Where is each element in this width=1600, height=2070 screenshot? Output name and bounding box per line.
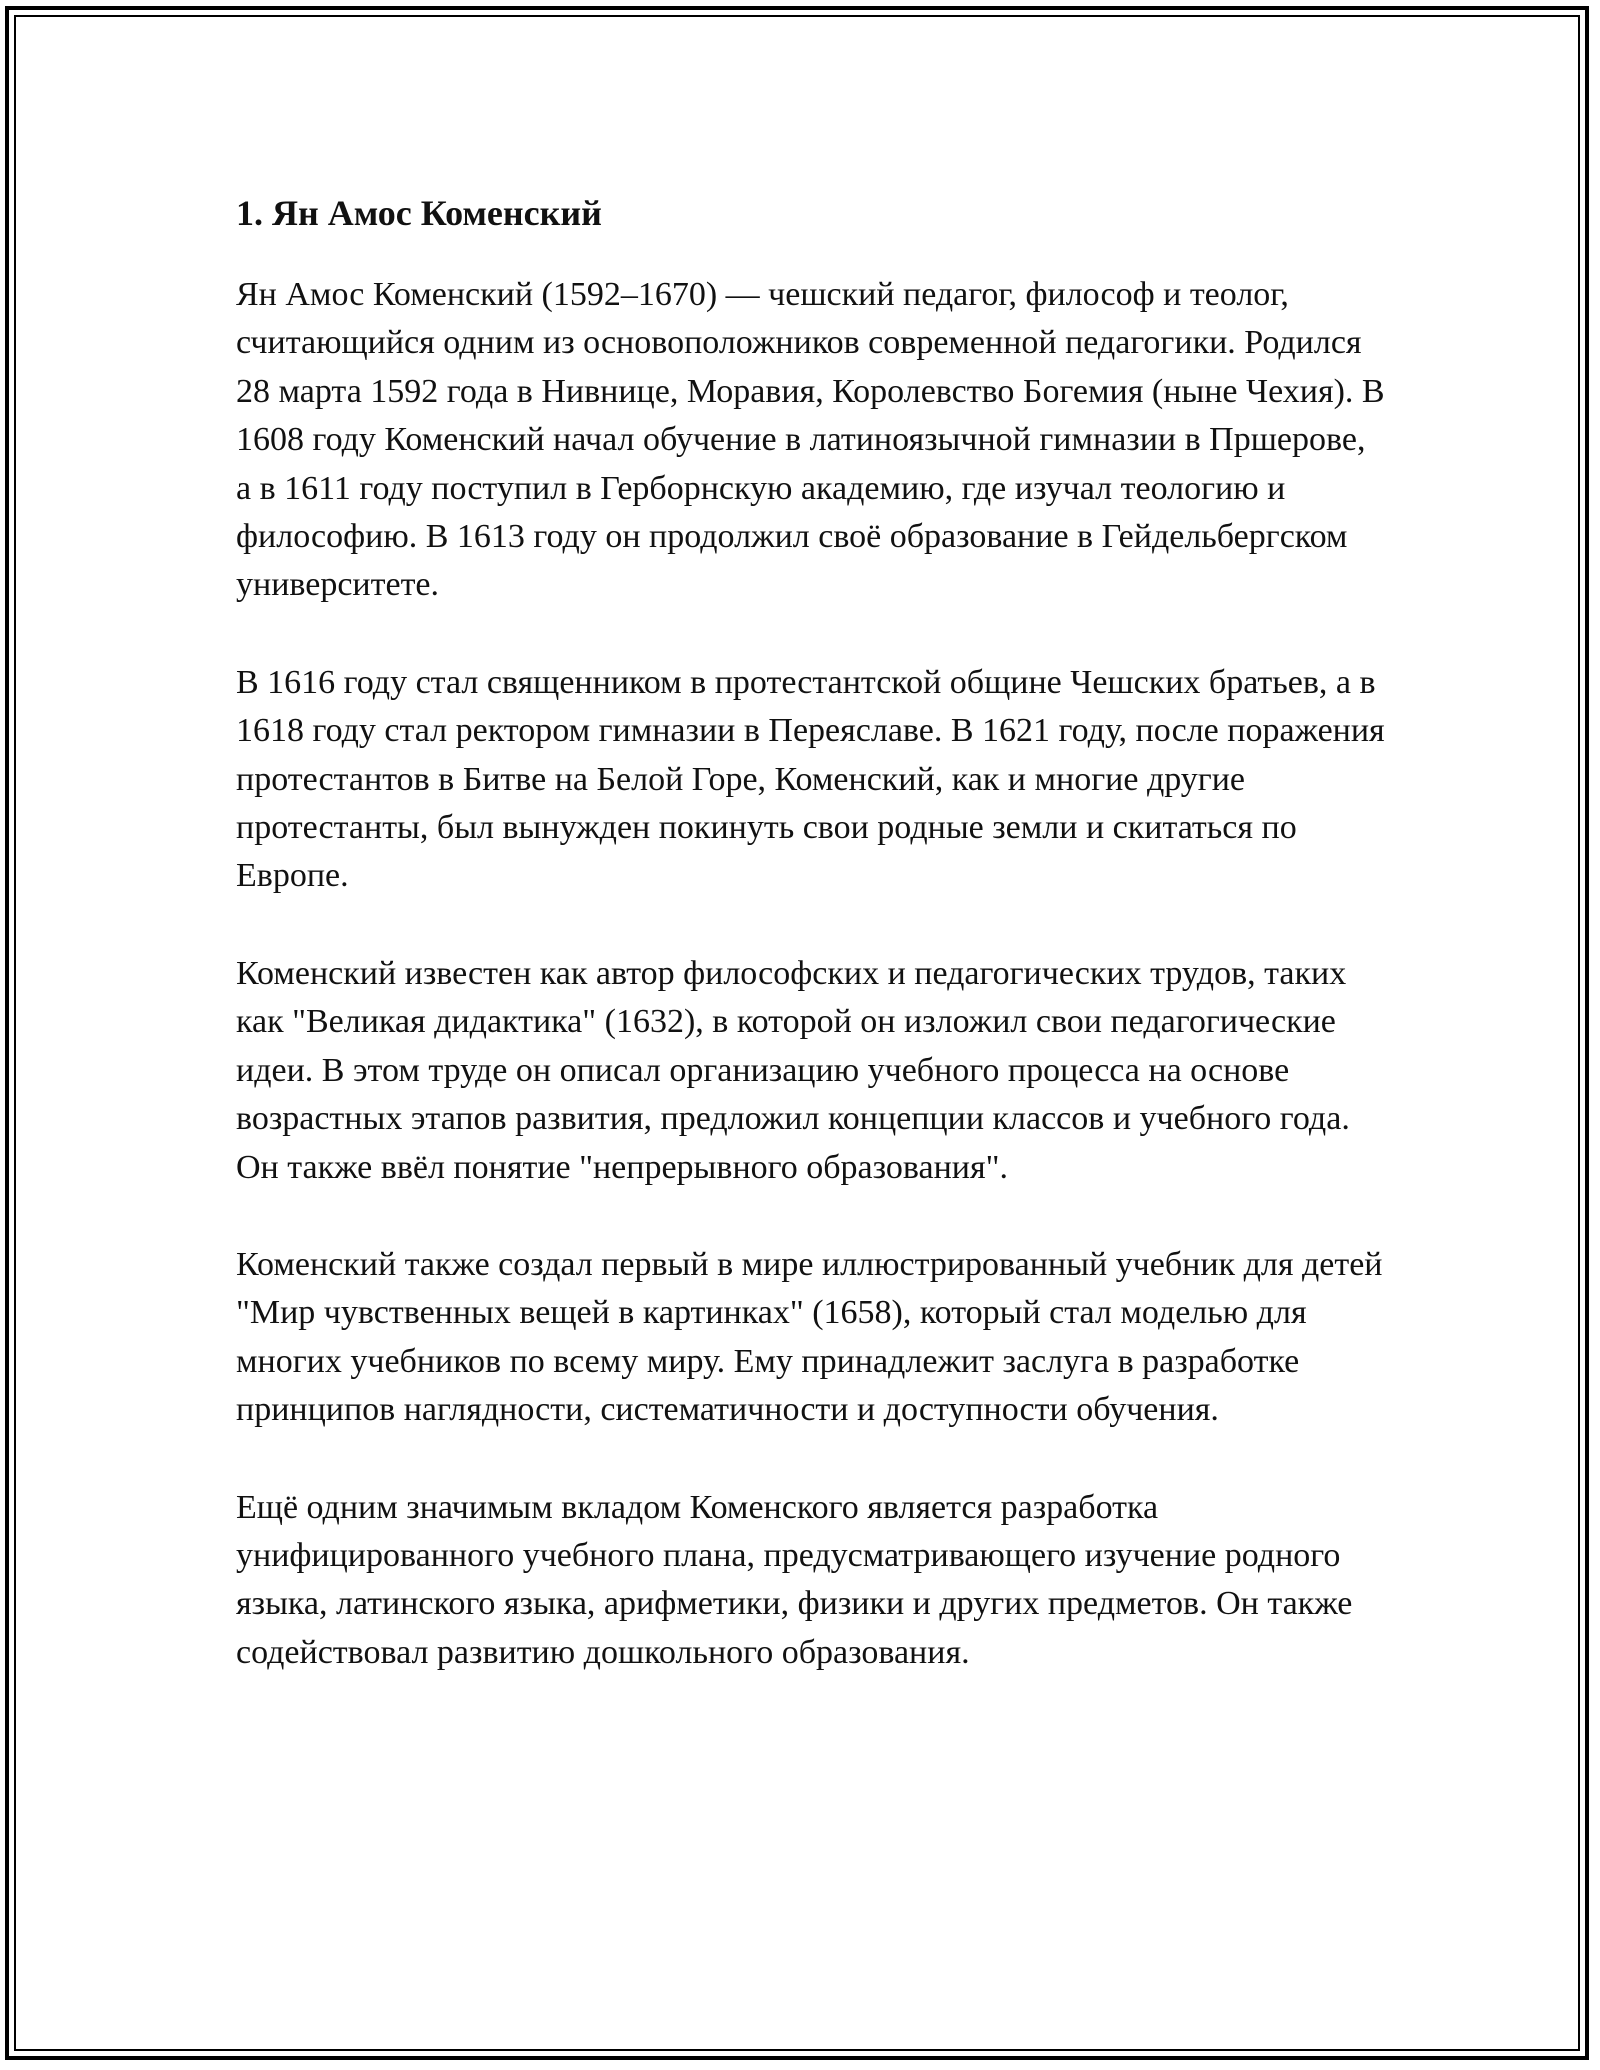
section-heading: 1. Ян Амос Коменский bbox=[236, 193, 602, 233]
paragraph-textbook: Коменский также создал первый в мире иллюстрированный учебник для детей "Мир чувственных вещей в картинках" (1658), который стал моделью для многих учебников по всему миру. Ему принадлежит заслуга в разработке принципов наглядности, систематичности и доступности обучения. bbox=[236, 1245, 1383, 1429]
paragraph-biography: Ян Амос Коменский (1592–1670) — чешский педагог, философ и теолог, считающийся одним из основоположников современной педагогики. Родился 28 марта 1592 года в Нивнице, Моравия, Королевство Богемия (ныне Чехия). В 1608 году Коменский начал обучение в латиноязычной гимназии в Пршерове, а в 1611 году поступил в Герборнскую академию, где изучал теологию и философию. В 1613 году он продолжил своё образование в Гейдельбергском университете. bbox=[236, 276, 1385, 604]
paragraph-exile: В 1616 году стал священником в протестантской общине Чешских братьев, а в 1618 году стал ректором гимназии в Переяславе. В 1621 году, после поражения протестантов в Битве на Белой Горе, Коменский, как и многие другие протестанты, был вынужден покинуть свои родные земли и скитаться по Европе. bbox=[236, 663, 1385, 895]
paragraph-didactics: Коменский известен как автор философских и педагогических трудов, таких как "Великая дидактика" (1632), в которой он изложил свои педагогические идеи. В этом труде он описал организацию учебного процесса на основе возрастных этапов развития, предложил концепции классов и учебного года. Он также ввёл понятие "непрерывного образования". bbox=[236, 954, 1350, 1186]
paragraph-curriculum: Ещё одним значимым вкладом Коменского является разработка унифицированного учебного плана, предусматривающего изучение родного языка, латинского языка, арифметики, физики и других предметов. Он также содействовал развитию дошкольного образования. bbox=[236, 1488, 1353, 1671]
document-body bbox=[236, 185, 1386, 1726]
